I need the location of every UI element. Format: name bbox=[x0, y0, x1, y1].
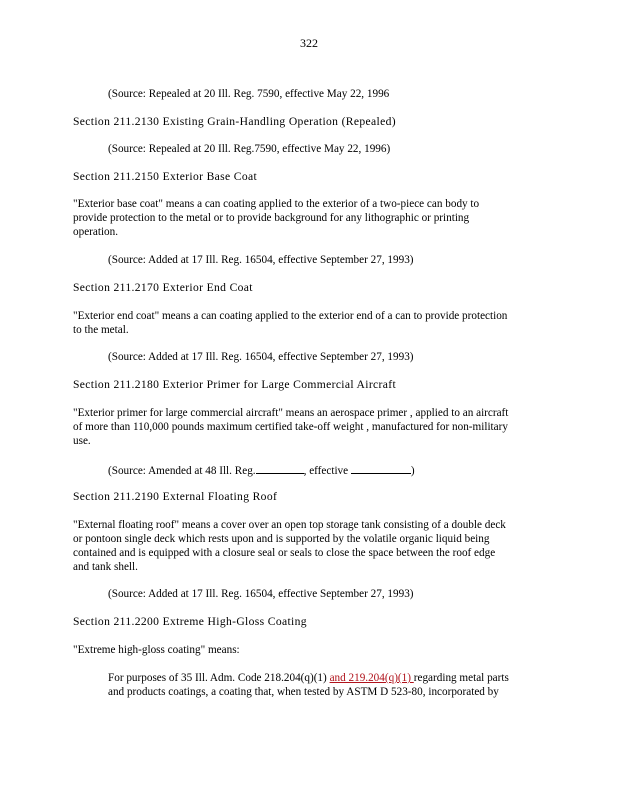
section-heading: Section 211.2190 External Floating Roof bbox=[73, 490, 278, 503]
section-heading: Section 211.2130 Existing Grain-Handling Operation (Repealed) bbox=[73, 115, 396, 128]
indented-paragraph-line: and products coatings, a coating that, when tested by ASTM D 523-80, incorporated by bbox=[108, 686, 499, 698]
definition-line: use. bbox=[73, 435, 91, 447]
source-note: (Source: Repealed at 20 Ill. Reg.7590, effective May 22, 1996) bbox=[108, 143, 391, 155]
indented-paragraph-line bbox=[108, 671, 509, 685]
source-note: (Source: Added at 17 Ill. Reg. 16504, effective September 27, 1993) bbox=[108, 588, 414, 600]
source-text: ) bbox=[410, 465, 415, 477]
definition-line: contained and is equipped with a closure seal or seals to close the space between the roof edge bbox=[73, 547, 496, 559]
section-heading: Section 211.2170 Exterior End Coat bbox=[73, 281, 253, 294]
definition-line: "Exterior primer for large commercial aircraft" means an aerospace primer , applied to an aircraft bbox=[73, 407, 509, 419]
section-heading: Section 211.2180 Exterior Primer for Large Commercial Aircraft bbox=[73, 378, 397, 391]
definition-line: provide protection to the metal or to provide background for any lithographic or printing bbox=[73, 212, 470, 224]
paragraph-text: regarding metal parts bbox=[413, 672, 509, 684]
source-text: (Source: Amended at 48 Ill. Reg. bbox=[108, 465, 256, 477]
definition-line: "Extreme high-gloss coating" means: bbox=[73, 644, 240, 656]
section-heading: Section 211.2200 Extreme High-Gloss Coating bbox=[73, 615, 307, 628]
definition-line: "Exterior base coat" means a can coating applied to the exterior of a two-piece can body to bbox=[73, 198, 480, 210]
definition-line: of more than 110,000 pounds maximum certified take-off weight , manufactured for non-military bbox=[73, 421, 508, 433]
paragraph-text: For purposes of 35 Ill. Adm. Code 218.204(q)(1) bbox=[108, 672, 330, 684]
definition-line: "Exterior end coat" means a can coating applied to the exterior end of a can to provide protection bbox=[73, 310, 508, 322]
definition-line: "External floating roof" means a cover over an open top storage tank consisting of a double deck bbox=[73, 519, 506, 531]
source-note: (Source: Repealed at 20 Ill. Reg. 7590, effective May 22, 1996 bbox=[108, 88, 390, 100]
source-note: (Source: Added at 17 Ill. Reg. 16504, effective September 27, 1993) bbox=[108, 254, 414, 266]
definition-line: or pontoon single deck which rests upon and is supported by the volatile organic liquid being bbox=[73, 533, 490, 545]
definition-line: operation. bbox=[73, 226, 119, 238]
amendment-link[interactable]: and 219.204(q)(1) bbox=[329, 672, 414, 684]
source-note-amended bbox=[108, 462, 415, 478]
section-heading: Section 211.2150 Exterior Base Coat bbox=[73, 170, 258, 183]
blank-effective-date bbox=[351, 462, 411, 474]
definition-line: and tank shell. bbox=[73, 561, 138, 573]
page-number: 322 bbox=[300, 36, 318, 50]
definition-line: to the metal. bbox=[73, 324, 129, 336]
source-note: (Source: Added at 17 Ill. Reg. 16504, effective September 27, 1993) bbox=[108, 351, 414, 363]
blank-register-number bbox=[256, 462, 304, 474]
source-text: , effective bbox=[303, 465, 349, 477]
